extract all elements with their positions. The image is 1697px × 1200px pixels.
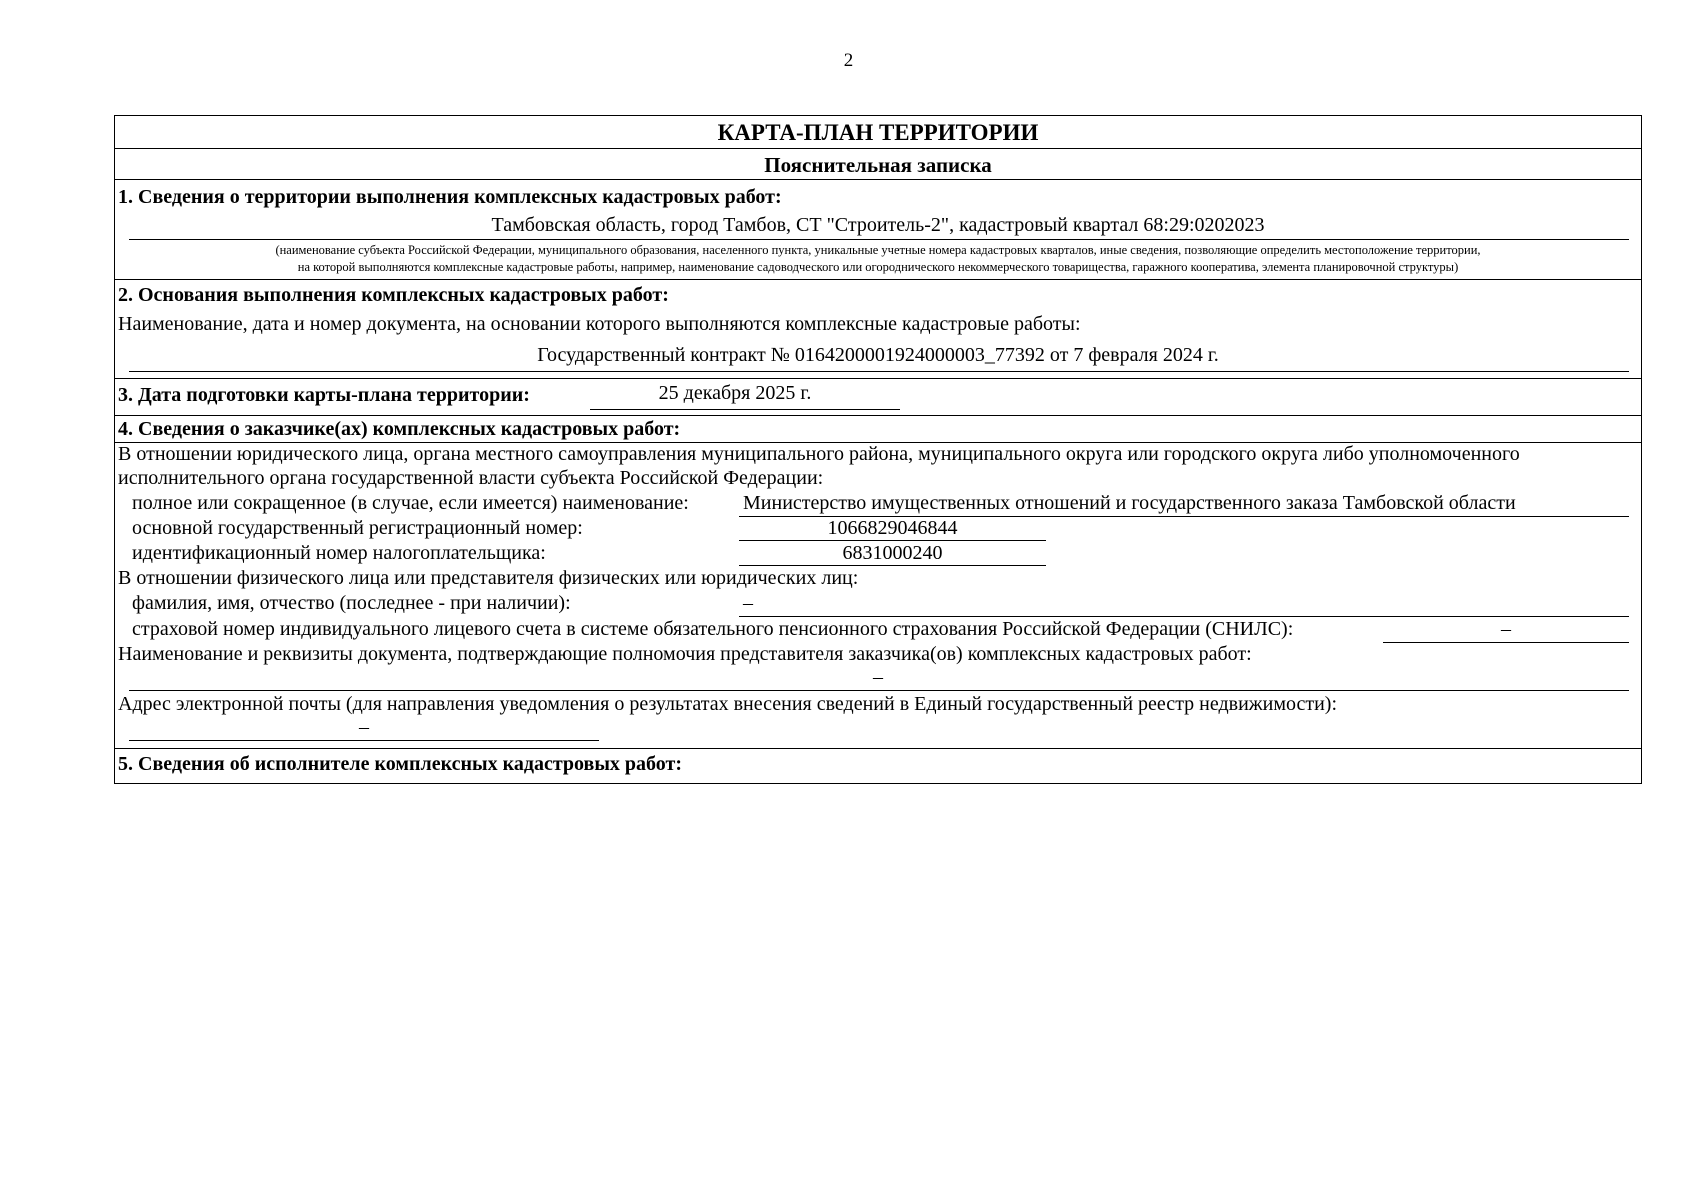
basis-label: Наименование, дата и номер документа, на основании которого выполняются комплексные кадастровые работы: xyxy=(118,313,1081,335)
name-label: полное или сокращенное (в случае, если имеется) наименование: xyxy=(132,492,689,514)
ogrn-label: основной государственный регистрационный номер: xyxy=(132,517,583,539)
document-subtitle: Пояснительная записка xyxy=(764,153,992,177)
page-number: 2 xyxy=(843,50,854,71)
inn-value: 6831000240 xyxy=(842,542,943,564)
ogrn-underline xyxy=(739,540,1046,541)
section2-heading: 2. Основания выполнения комплексных кадастровых работ: xyxy=(118,284,669,306)
section4-heading: 4. Сведения о заказчике(ах) комплексных кадастровых работ: xyxy=(118,418,681,440)
inn-underline xyxy=(739,565,1046,566)
fio-label: фамилия, имя, отчество (последнее - при наличии): xyxy=(132,592,571,614)
snils-label: страховой номер индивидуального лицевого счета в системе обязательного пенсионного страхования Российской Федерации (СНИЛС): xyxy=(132,618,1294,640)
name-value: Министерство имущественных отношений и государственного заказа Тамбовской области xyxy=(743,492,1516,514)
doc-underline xyxy=(129,690,1629,691)
territory-caption-line1: (наименование субъекта Российской Федерации, муниципального образования, населенного пункта, уникальные учетные номера кадастровых кварталов, иные сведения, позволяющие определить местоположение территории, xyxy=(275,243,1481,257)
legal-intro-line2: исполнительного органа государственной власти субъекта Российской Федерации: xyxy=(118,467,824,489)
divider xyxy=(115,179,1641,180)
legal-intro-line1: В отношении юридического лица, органа местного самоуправления муниципального района, муниципального округа или городского округа либо уполномоченного xyxy=(118,443,1520,465)
divider xyxy=(115,148,1641,149)
date-underline xyxy=(590,409,900,410)
divider xyxy=(115,279,1641,280)
preparation-date-value: 25 декабря 2025 г. xyxy=(658,382,812,404)
divider xyxy=(115,748,1641,749)
document-title: КАРТА-ПЛАН ТЕРРИТОРИИ xyxy=(717,120,1039,145)
person-intro: В отношении физического лица или представителя физических или юридических лиц: xyxy=(118,567,859,589)
section5-heading: 5. Сведения об исполнителе комплексных кадастровых работ: xyxy=(118,753,683,775)
territory-caption-line2: на которой выполняются комплексные кадастровые работы, например, наименование садоводческого или огороднического некоммерческого товарищества, гаражного кооператива, элемента планировочной структуры) xyxy=(297,260,1459,274)
ogrn-value: 1066829046844 xyxy=(827,517,958,539)
divider xyxy=(115,415,1641,416)
email-value: – xyxy=(359,716,369,738)
fio-value: – xyxy=(743,592,753,614)
divider xyxy=(115,378,1641,379)
territory-underline xyxy=(129,239,1629,240)
fio-underline xyxy=(739,616,1629,617)
snils-underline xyxy=(1383,642,1629,643)
contract-value: Государственный контракт № 0164200001924000003_77392 от 7 февраля 2024 г. xyxy=(537,344,1219,366)
contract-underline xyxy=(129,371,1629,372)
email-underline xyxy=(129,740,599,741)
territory-value: Тамбовская область, город Тамбов, СТ "Строитель-2", кадастровый квартал 68:29:0202023 xyxy=(491,214,1265,236)
inn-label: идентификационный номер налогоплательщика: xyxy=(132,542,546,564)
section1-heading: 1. Сведения о территории выполнения комплексных кадастровых работ: xyxy=(118,186,782,208)
email-label: Адрес электронной почты (для направления уведомления о результатах внесения сведений в Единый государственный реестр недвижимости): xyxy=(118,693,1338,715)
snils-value: – xyxy=(1501,618,1511,640)
section3-heading: 3. Дата подготовки карты-плана территории: xyxy=(118,384,530,406)
cadastral-form-table xyxy=(114,115,1642,784)
doc-value: – xyxy=(873,666,883,688)
doc-label: Наименование и реквизиты документа, подтверждающие полномочия представителя заказчика(ов) комплексных кадастровых работ: xyxy=(118,643,1252,665)
